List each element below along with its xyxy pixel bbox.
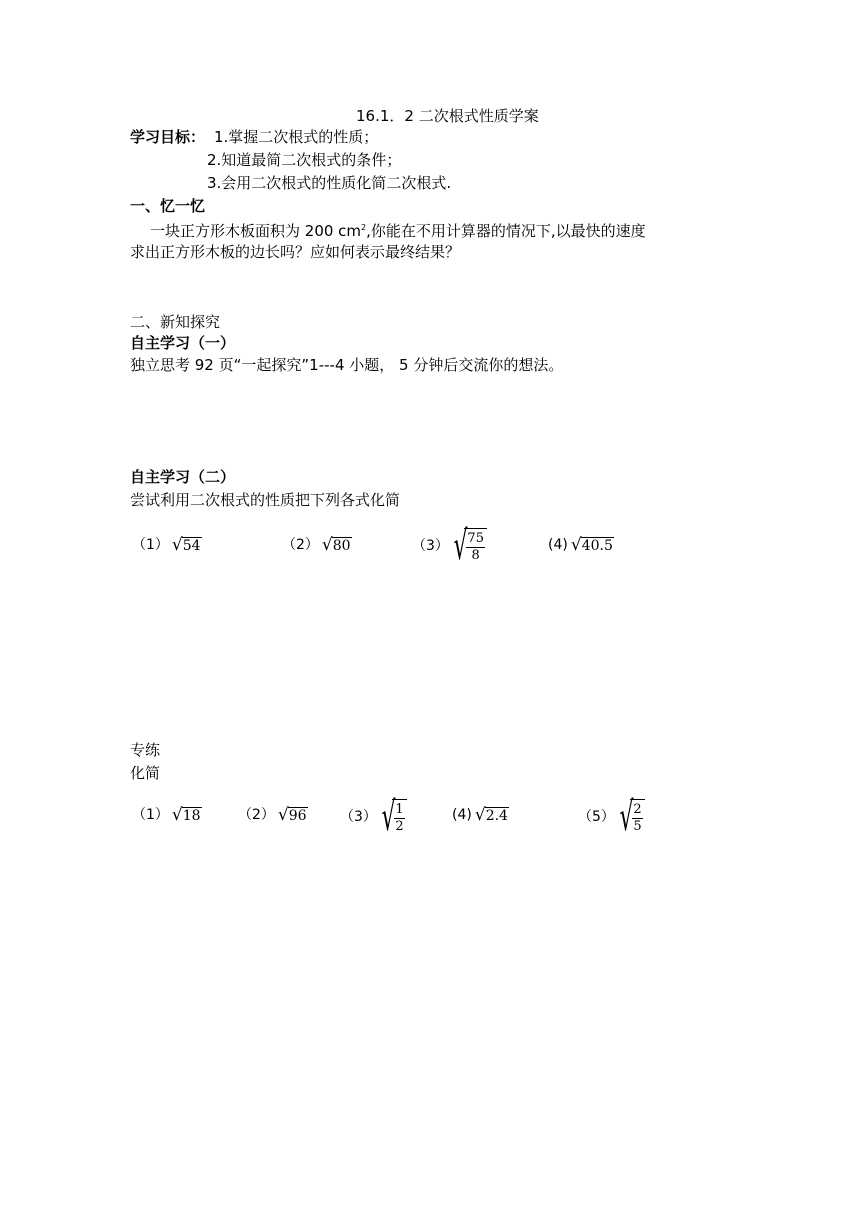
page-title: 16.1．2 二次根式性质学案 [356, 107, 539, 125]
study2-text: 尝试利用二次根式的性质把下列各式化简 [130, 491, 401, 509]
section1-paragraph-line2: 求出正方形木板的边长吗？应如何表示最终结果？ [130, 243, 461, 261]
practice-instruction: 化简 [130, 764, 161, 782]
goal-item: 3.会用二次根式的性质化简二次根式. [207, 174, 452, 192]
section2-heading: 二、新知探究 [130, 313, 221, 331]
study2-problem-2: （2） √ 80 [282, 535, 351, 555]
section1-heading: 一、忆一忆 [130, 197, 206, 215]
study2-problem-4: (4) √ 40.5 [548, 535, 613, 555]
study2-heading: 自主学习（二） [130, 468, 236, 486]
practice-problem-2: （2） √ 96 [238, 805, 307, 825]
practice-heading: 专练 [130, 741, 161, 759]
section1-paragraph-line1: 一块正方形木板面积为 200 $cm^2$,你能在不用计算器的情况下,以最快的速度 [150, 222, 646, 240]
goal-item: 2.知道最简二次根式的条件； [207, 151, 402, 169]
practice-problem-3: （3） √ $\frac{1}{2}$ [340, 795, 407, 839]
practice-problem-5: （5） √ $\frac{2}{5}$ [578, 795, 645, 839]
study1-text: 独立思考 92 页“一起探究”1---4 小题， 5 分钟后交流你的想法。 [130, 356, 564, 374]
study2-problem-3: （3） √ $\frac{75}{8}$ [412, 524, 487, 568]
goals-label: 学习目标： [130, 128, 206, 146]
goal-item: 1.掌握二次根式的性质； [214, 128, 379, 146]
study1-heading: 自主学习（一） [130, 334, 236, 352]
practice-problem-1: （1） √ 18 [132, 805, 201, 825]
practice-problem-4: (4) √ 2.4 [452, 805, 508, 825]
study2-problem-1: （1） √ 54 [132, 535, 201, 555]
